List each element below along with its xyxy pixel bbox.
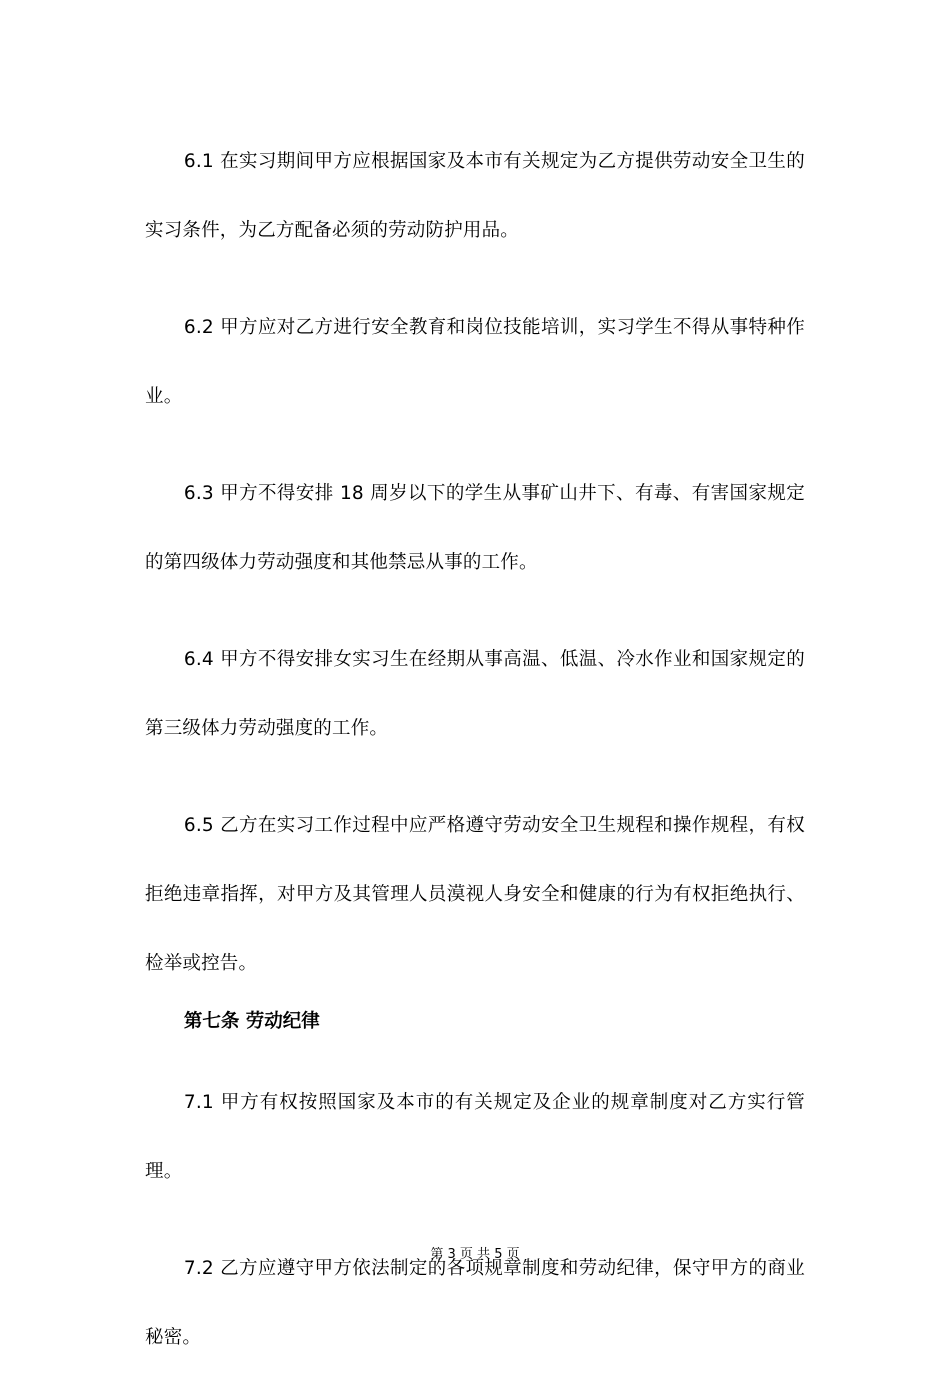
document-body — [145, 127, 805, 1400]
clause-6-1: 6.1 在实习期间甲方应根据国家及本市有关规定为乙方提供劳动安全卫生的实习条件，为乙方配备必须的劳动防护用品。 — [145, 151, 805, 241]
clause-6-3: 6.3 甲方不得安排 18 周岁以下的学生从事矿山井下、有毒、有害国家规定的第四级体力劳动强度和其他禁忌从事的工作。 — [145, 483, 805, 573]
page-number-footer: 第 3 页 共 5 页 — [430, 1247, 520, 1262]
section-heading-article-7: 第七条 劳动纪律 — [183, 1011, 320, 1032]
clause-6-5: 6.5 乙方在实习工作过程中应严格遵守劳动安全卫生规程和操作规程，有权拒绝违章指挥，对甲方及其管理人员漠视人身安全和健康的行为有权拒绝执行、检举或控告。 — [145, 815, 805, 974]
clause-6-4: 6.4 甲方不得安排女实习生在经期从事高温、低温、冷水作业和国家规定的第三级体力劳动强度的工作。 — [145, 649, 805, 739]
clause-6-2: 6.2 甲方应对乙方进行安全教育和岗位技能培训，实习学生不得从事特种作业。 — [145, 317, 805, 407]
clause-7-1: 7.1 甲方有权按照国家及本市的有关规定及企业的规章制度对乙方实行管理。 — [145, 1092, 805, 1182]
clause-7-2: 7.2 乙方应遵守甲方依法制定的各项规章制度和劳动纪律，保守甲方的商业秘密。 — [145, 1258, 805, 1348]
